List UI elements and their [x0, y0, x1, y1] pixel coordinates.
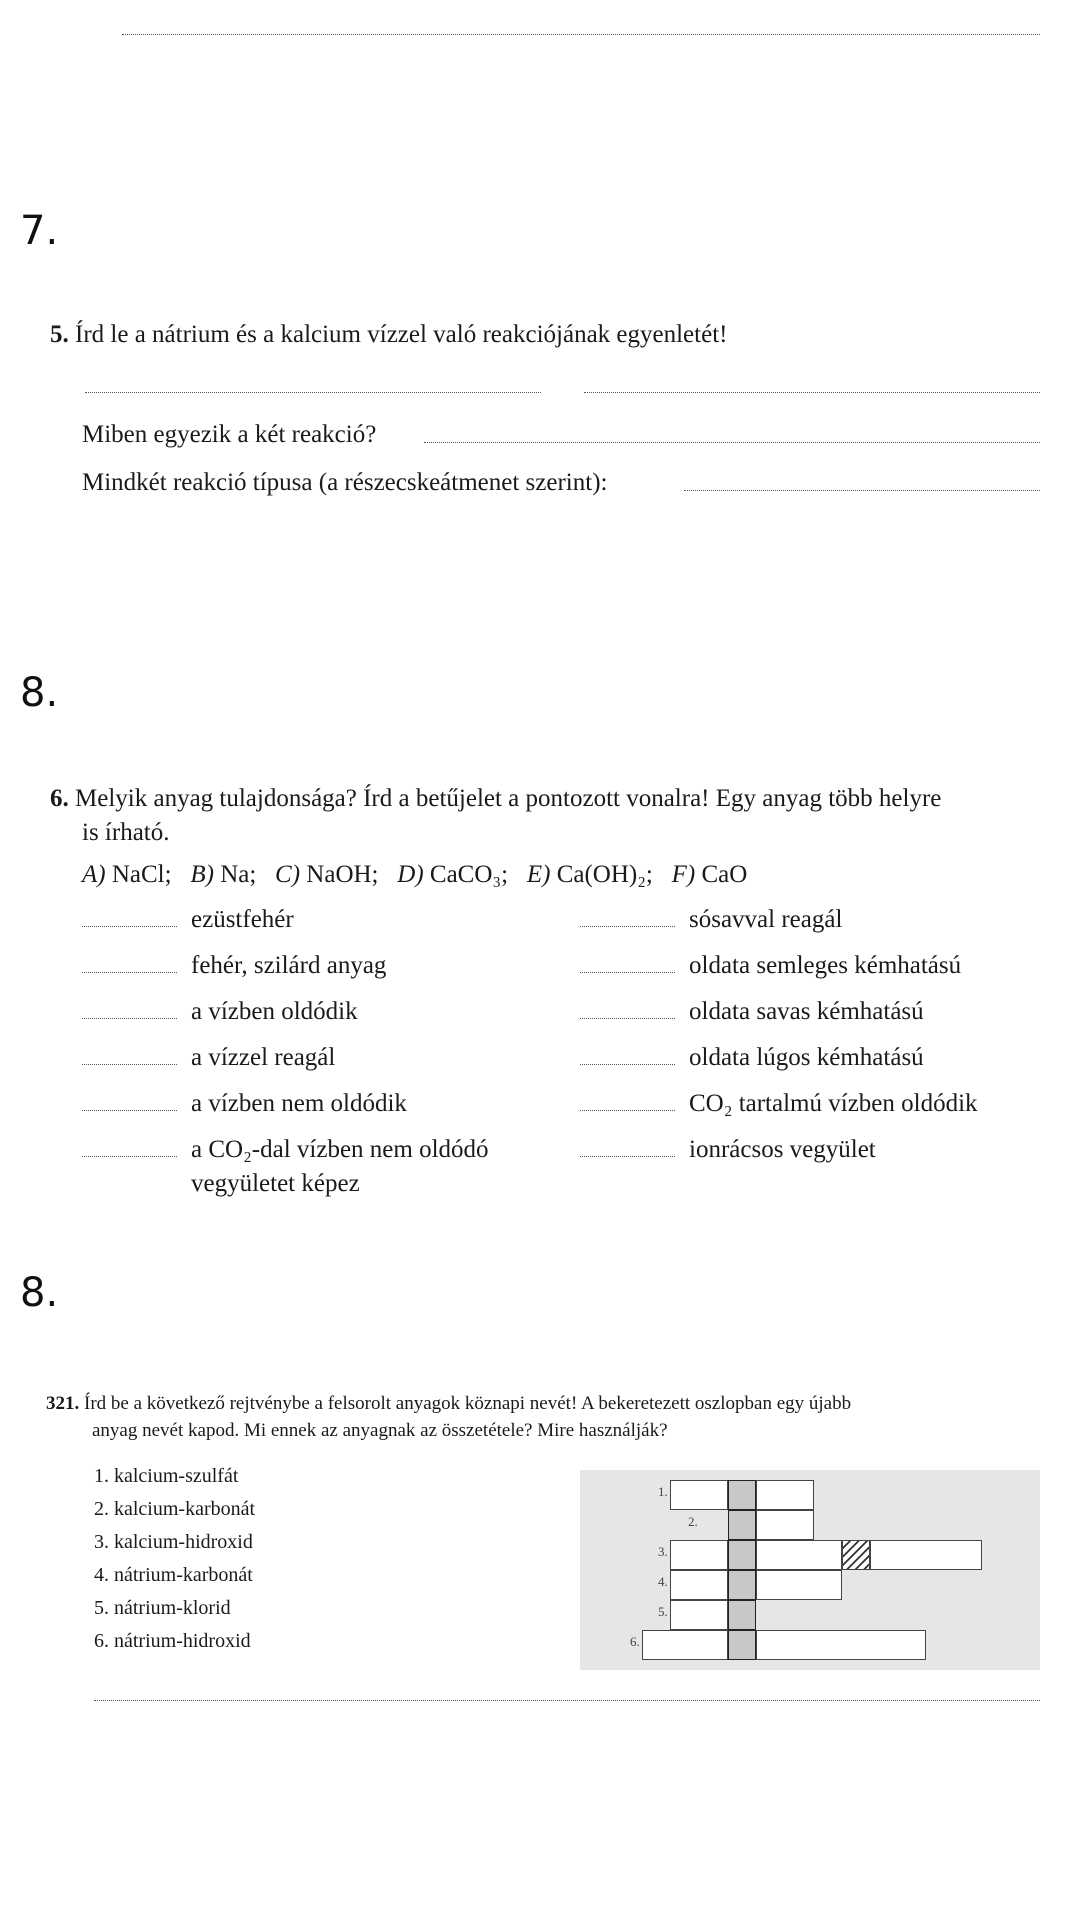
right-property: sósavval reagál [580, 906, 842, 934]
left-property: fehér, szilárd anyag [82, 952, 386, 980]
crossword-cell[interactable] [670, 1480, 728, 1510]
question-5: 5. Írd le a nátrium és a kalcium vízzel való reakciójának egyenletét! [50, 321, 728, 348]
section-number: 8. [20, 670, 59, 716]
right-property: oldata savas kémhatású [580, 998, 924, 1026]
crossword-grid: 1. 2. 3. 4. 5. 6. [580, 1470, 1040, 1670]
crossword-cell[interactable] [642, 1630, 728, 1660]
crossword-cell[interactable] [756, 1570, 842, 1600]
right-property: CO₂ tartalmú vízben oldódik [580, 1090, 978, 1118]
q5-type-line[interactable] [684, 490, 1040, 491]
q5-common-label: Miben egyezik a két reakció? [82, 421, 377, 448]
question-6: 6. Melyik anyag tulajdonsága? Írd a betűjelet a pontozott vonalra! Egy anyag több helyre is írható. [50, 785, 942, 846]
question-321: 321. Írd be a következő rejtvénybe a felsorolt anyagok köznapi nevét! A bekeretezett oszlopban egy újabb anyag nevét kapod. Mi ennek az anyagnak az összetétele? Mire használják? [46, 1393, 852, 1441]
crossword-cell[interactable] [756, 1630, 926, 1660]
q5-type-label: Mindkét reakció típusa (a részecskeátmenet szerint): [82, 469, 608, 496]
crossword-key-cell[interactable] [728, 1630, 756, 1660]
crossword-key-cell[interactable] [728, 1480, 756, 1510]
section-number: 7. [20, 208, 59, 254]
substance-list: 1. kalcium-szulfát 2. kalcium-karbonát 3. kalcium-hidroxid 4. nátrium-karbonát 5. nátrium-klorid 6. nátrium-hidroxid [94, 1465, 256, 1652]
crossword-key-cell[interactable] [728, 1600, 756, 1630]
crossword-hatched-cell [842, 1540, 870, 1570]
crossword-key-cell[interactable] [728, 1510, 756, 1540]
crossword-cell[interactable] [756, 1480, 814, 1510]
left-property: a CO₂-dal vízben nem oldódó [82, 1136, 489, 1164]
q5-common-line[interactable] [424, 442, 1040, 443]
left-property-cont: vegyületet képez [191, 1170, 360, 1197]
crossword-cell[interactable] [870, 1540, 982, 1570]
right-property: oldata lúgos kémhatású [580, 1044, 924, 1072]
crossword-cell[interactable] [670, 1600, 728, 1630]
crossword-cell[interactable] [756, 1540, 842, 1570]
equation-line-1[interactable] [85, 392, 541, 393]
right-property: ionrácsos vegyület [580, 1136, 876, 1164]
crossword-cell[interactable] [670, 1570, 728, 1600]
left-property: ezüstfehér [82, 906, 294, 934]
equation-line-2[interactable] [584, 392, 1040, 393]
section-number: 8. [20, 1270, 59, 1316]
right-property: oldata semleges kémhatású [580, 952, 961, 980]
left-property: a vízben nem oldódik [82, 1090, 407, 1118]
substance-options: A) NaCl; B) Na; C) NaOH; D) CaCO₃; E) Ca(OH)₂; F) CaO [82, 861, 748, 888]
left-property: a vízben oldódik [82, 998, 358, 1026]
crossword-key-cell[interactable] [728, 1540, 756, 1570]
crossword-cell[interactable] [756, 1510, 814, 1540]
left-property: a vízzel reagál [82, 1044, 335, 1072]
crossword-cell[interactable] [670, 1540, 728, 1570]
top-answer-line[interactable] [122, 34, 1040, 35]
answer-line-321[interactable] [94, 1700, 1040, 1701]
crossword-key-cell[interactable] [728, 1570, 756, 1600]
